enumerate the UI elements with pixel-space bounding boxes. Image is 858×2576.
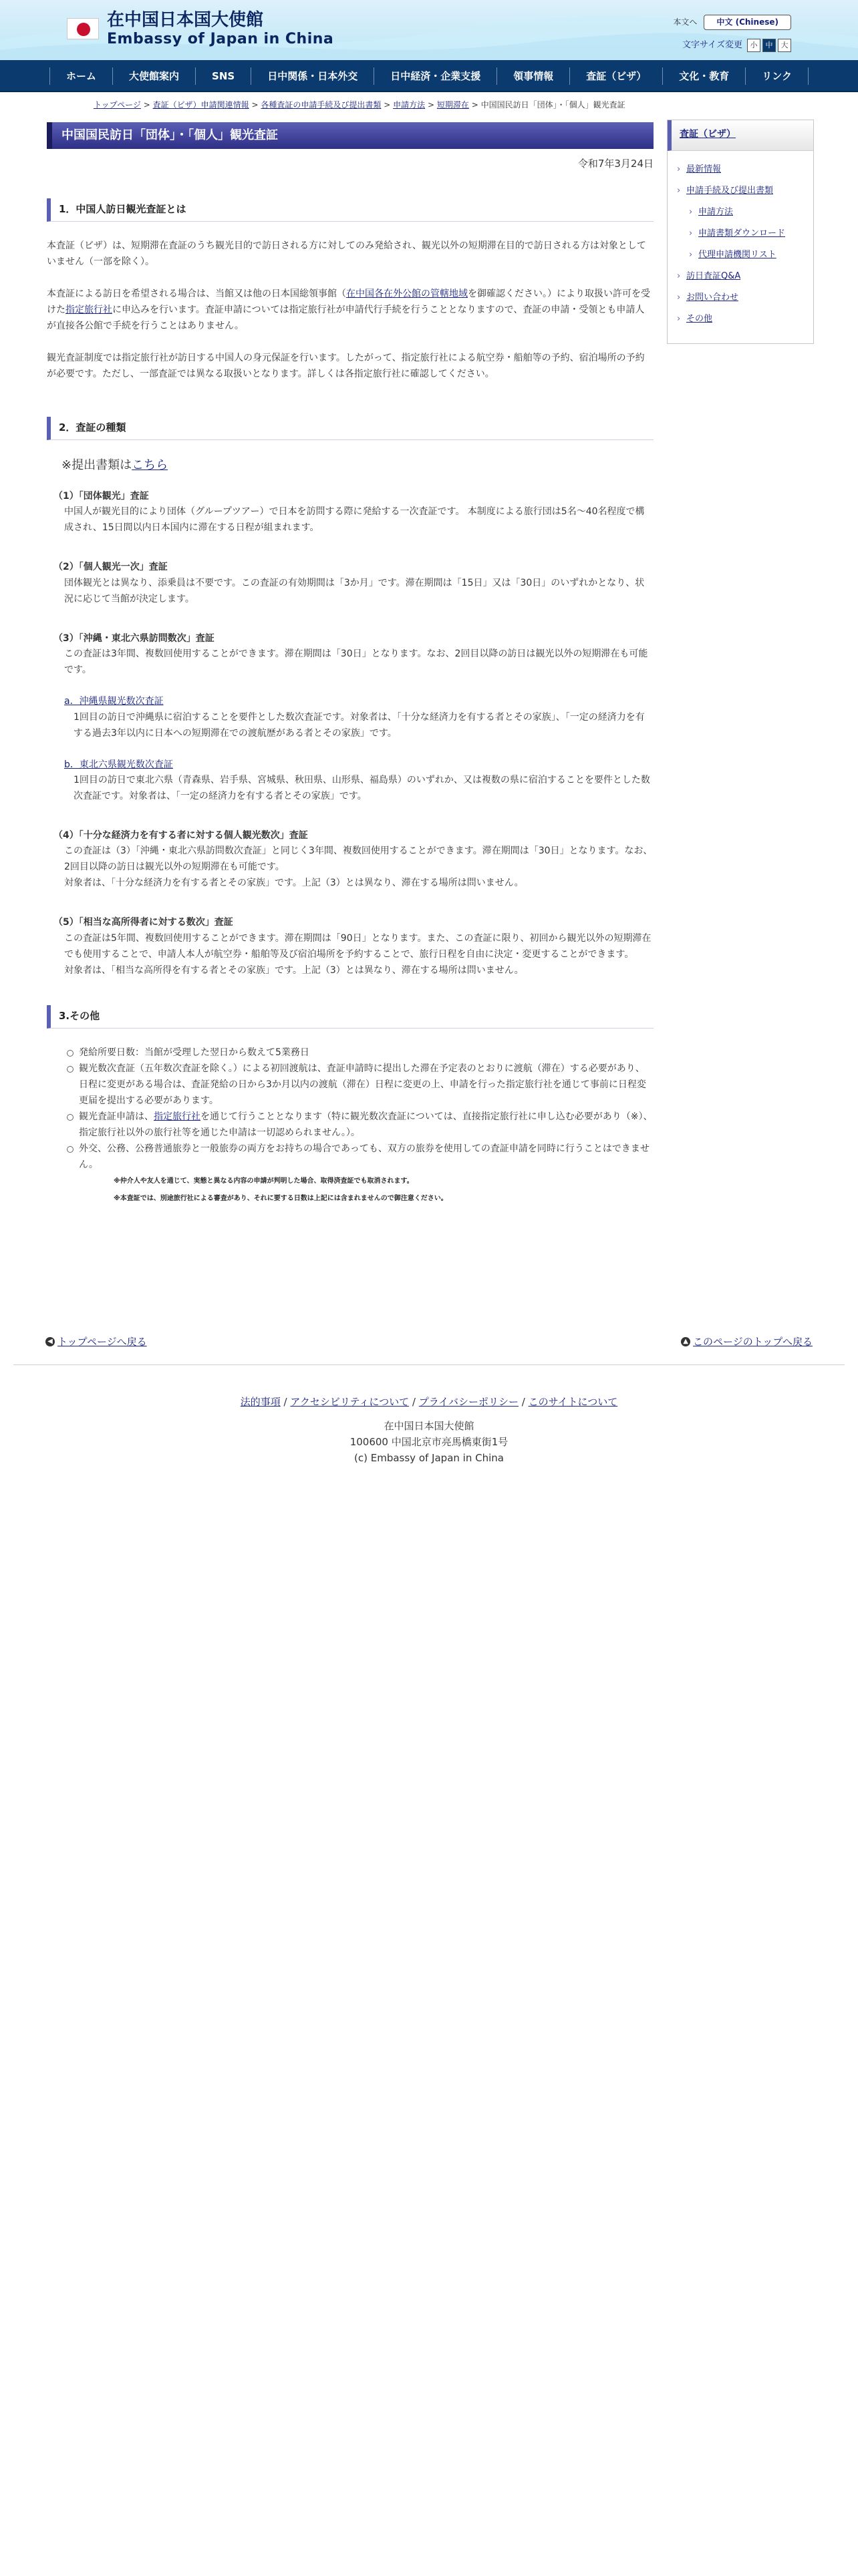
footer-address: 100600 中国北京市亮馬橋東街1号 xyxy=(349,1436,509,1449)
sidebar xyxy=(667,112,814,344)
footnote: ※仲介人や友人を通じて、実態と異なる内容の申請が判明した場合、取得済査証でも取消されます。 xyxy=(114,1177,414,1185)
visa-type-title: （3）「沖縄・東北六県訪問数次」査証 xyxy=(53,632,214,644)
nav-item xyxy=(251,67,374,85)
section-heading: 2．査証の種類 xyxy=(47,417,654,440)
footnote: ※本査証では、別途旅行社による審査があり、それに要する日数は上記には含まれませんので御注意ください。 xyxy=(114,1194,448,1202)
breadcrumb-separator: > xyxy=(143,100,150,110)
site-title-jp: 在中国日本国大使館 xyxy=(107,10,264,30)
sidebar-box xyxy=(667,120,814,344)
documents-note: ※提出書類はこちら xyxy=(61,458,168,473)
other-info-list xyxy=(65,1045,654,1173)
nav-sns[interactable]: SNS xyxy=(212,70,235,82)
paragraph: 観光査証制度では指定旅行社が訪日する中国人の身元保証を行います。したがって、指定旅行社による航空券・船舶等の予約、宿泊場所の予約が必要です。ただし、一部査証では異なる取扱いとなります。詳しくは各指定旅行社に確認してください。 xyxy=(47,353,645,380)
visa-type-title: （1）「団体観光」査証 xyxy=(53,490,149,502)
documents-link[interactable]: こちら xyxy=(132,458,168,473)
global-navigation xyxy=(0,60,858,92)
nav-home[interactable]: ホーム xyxy=(66,70,97,82)
font-size-label: 文字サイズ変更 xyxy=(682,40,742,50)
tohoku-visa-label: b．東北六県観光数次査証 xyxy=(64,759,173,770)
breadcrumb xyxy=(0,92,858,112)
designated-agency-link[interactable]: 指定旅行社 xyxy=(154,1111,200,1122)
site-footer xyxy=(0,1394,858,1466)
main-content xyxy=(47,112,654,1208)
nav-item xyxy=(662,67,745,85)
sidebar-item-agency-list[interactable]: › 代理申請機関リスト xyxy=(674,244,807,266)
breadcrumb-link[interactable]: トップページ xyxy=(94,100,141,110)
sidebar-item-contact[interactable]: › お問い合わせ xyxy=(674,287,807,309)
nav-visa[interactable]: 査証（ビザ） xyxy=(586,70,647,82)
visa-type-title: （5）「相当な高所得者に対する数次」査証 xyxy=(53,917,233,928)
nav-item xyxy=(112,67,195,85)
site-logo[interactable] xyxy=(67,9,333,48)
site-title-en: Embassy of Japan in China xyxy=(107,31,334,47)
footer-copyright: (c) Embassy of Japan in China xyxy=(354,1452,504,1465)
okinawa-visa-label: a．沖縄県観光数次査証 xyxy=(64,696,164,707)
sidebar-heading: 査証（ビザ） xyxy=(668,120,813,151)
nav-consular[interactable]: 領事情報 xyxy=(513,70,554,82)
visa-type-text: 団体観光とは異なり、添乗員は不要です。この査証の有効期間は「3か月」です。滞在期間は「15日」又は「30日」のいずれかとなり、状況に応じて当館が決定します。 xyxy=(64,577,645,604)
sidebar-list xyxy=(668,151,813,343)
list-item: 観光査証申請は、指定旅行社を通じて行うこととなります（特に観光数次査証については、直接指定旅行社に申し込む必要があり（※）、指定旅行社以外の旅行社等を通じた申請は一切認められません。）。 xyxy=(65,1109,654,1141)
jurisdiction-link[interactable]: 在中国各在外公館の管轄地域 xyxy=(346,289,468,300)
tohoku-visa-text: 1回目の訪日で東北六県（青森県、岩手県、宮城県、秋田県、山形県、福島県）のいずれか、又は複数の県に宿泊することを要件とした数次査証です。対象者は、「一定の経済力を有する者とその家族」です。 xyxy=(74,774,650,801)
japan-flag-icon xyxy=(67,18,99,39)
breadcrumb-separator: > xyxy=(471,100,478,110)
visa-type-text: 対象者は、「十分な経済力を有する者とその家族」です。上記（3）とは異なり、滞在する場所は問いません。 xyxy=(64,878,524,889)
footer-name: 在中国日本国大使館 xyxy=(384,1420,474,1433)
nav-item xyxy=(496,67,569,85)
nav-links[interactable]: リンク xyxy=(762,70,792,82)
section-heading: 3.その他 xyxy=(47,1005,654,1029)
list-item: 観光数次査証（五年数次査証を除く。）による初回渡航は、査証申請時に提出した滞在予定表のとおりに渡航（滞在）する必要があり、日程に変更がある場合は、査証発給の日から3か月以内の渡航（滞在）日程に変更の上、申請を行った指定旅行社を通じて事前に日程変更届を提出する必要があります。 xyxy=(65,1061,654,1109)
nav-culture[interactable]: 文化・教育 xyxy=(679,70,730,82)
section-heading: 1．中国人訪日観光査証とは xyxy=(47,198,654,222)
font-size-medium-button[interactable]: 中 xyxy=(762,39,776,52)
visa-type-text: この査証は3年間、複数回使用することができます。滞在期間は「30日」となります。なお、2回目以降の訪日は観光以外の短期滞在も可能です。 xyxy=(64,649,648,676)
site-header xyxy=(0,0,858,60)
designated-agency-link[interactable]: 指定旅行社 xyxy=(65,305,112,316)
visa-type-text: この査証は（3）「沖縄・東北六県訪問数次査証」と同じく3年間、複数回使用することができます。滞在期間は「30日」となります。なお、2回目以降の訪日は観光以外の短期滞在も可能です。 xyxy=(64,846,653,873)
sidebar-item-procedures[interactable]: › 申請手続及び提出書類 xyxy=(674,180,807,202)
visa-type-text: 対象者は、「相当な高所得を有する者とその家族」です。上記（3）とは異なり、滞在する場所は問いません。 xyxy=(64,964,524,976)
arrow-up-icon: ▲ xyxy=(681,1337,690,1346)
divider xyxy=(13,1364,845,1365)
visa-type-text: この査証は5年間、複数回使用することができます。滞在期間は「90日」となります。また、この査証に限り、初回から観光以外の短期滞在でも使用することで、申請人本人が航空券・船舶等及び宿泊場所を予約することで、旅行日程を自由に決定・変更することができます。 xyxy=(64,932,652,960)
nav-relations[interactable]: 日中関係・日本外交 xyxy=(267,70,358,82)
footer-links: 法的事項 / アクセシビリティについて / プライバシーポリシー / このサイトについて xyxy=(240,1396,618,1409)
font-size-switcher xyxy=(682,39,791,53)
breadcrumb-separator: > xyxy=(427,100,435,110)
back-to-top-link[interactable]: ▲ このページのトップへ戻る xyxy=(681,1334,813,1350)
skip-to-content-link[interactable]: 本文へ xyxy=(673,17,698,27)
footer-link-about[interactable]: このサイトについて xyxy=(528,1396,618,1409)
back-to-home-link[interactable]: ◀ トップページへ戻る xyxy=(45,1334,147,1350)
sidebar-item-qa[interactable]: › 訪日査証Q&A xyxy=(674,266,807,287)
nav-embassy-info[interactable]: 大使館案内 xyxy=(129,70,180,82)
arrow-left-icon: ◀ xyxy=(45,1337,55,1346)
visa-type-text: 中国人が観光目的により団体（グループツアー）で日本を訪問する際に発給する一次査証です。 本制度による旅行団は5名～40名程度で構成され、15日間以内日本国内に滞在する日程が組まれます。 xyxy=(64,506,645,534)
paragraph: 本査証（ビザ）は、短期滞在査証のうち観光目的で訪日される方に対してのみ発給され、観光以外の短期滞在目的で訪日される方は対象としていません（一部を除く）。 xyxy=(47,240,646,268)
chinese-language-button[interactable]: 中文 (Chinese) xyxy=(704,15,791,30)
paragraph: 本査証による訪日を希望される場合は、当館又は他の日本国総領事館（在中国各在外公館の管轄地域を御確認ください。）により取扱い許可を受けた指定旅行社に申込みを行います。査証申請については指定旅行社が申請代行手続を行うこととなりますので、査証の申請・受領とも申請人が直接各公館で手続を行うことはありません。 xyxy=(47,289,650,332)
list-item: 発給所要日数：当館が受理した翌日から数えて5業務日 xyxy=(65,1045,654,1061)
sidebar-item-other[interactable]: › その他 xyxy=(674,309,807,330)
sidebar-item-download[interactable]: › 申請書類ダウンロード xyxy=(674,223,807,244)
breadcrumb-current: 中国国民訪日「団体」・「個人」観光査証 xyxy=(480,100,625,110)
nav-economy[interactable]: 日中経済・企業支援 xyxy=(390,70,481,82)
breadcrumb-link[interactable]: 短期滞在 xyxy=(436,100,469,110)
nav-item xyxy=(195,67,251,85)
page-bottom-links xyxy=(0,1334,858,1360)
breadcrumb-link[interactable]: 申請方法 xyxy=(393,100,426,110)
list-item: 外交、公務、公務普通旅券と一般旅券の両方をお持ちの場合であっても、双方の旅券を使用しての査証申請を同時に行うことはできません。 xyxy=(65,1141,654,1173)
visa-type-title: （4）「十分な経済力を有する者に対する個人観光数次」査証 xyxy=(53,830,308,841)
footer-link-accessibility[interactable]: アクセシビリティについて xyxy=(290,1396,410,1409)
breadcrumb-separator: > xyxy=(251,100,259,110)
visa-type-title: （2）「個人観光一次」査証 xyxy=(53,562,168,573)
font-size-large-button[interactable]: 大 xyxy=(778,39,791,52)
nav-item xyxy=(374,67,496,85)
footer-link-privacy[interactable]: プライバシーポリシー xyxy=(418,1396,519,1409)
sidebar-item-method[interactable]: › 申請方法 xyxy=(674,202,807,223)
nav-item xyxy=(49,67,112,85)
footer-link-legal[interactable]: 法的事項 xyxy=(240,1396,281,1409)
okinawa-visa-text: 1回目の訪日で沖縄県に宿泊することを要件とした数次査証です。対象者は、「十分な経済力を有する者とその家族」、「一定の経済力を有する過去3年以内に日本への短期滞在での渡航歴がある者とその家族」です。 xyxy=(74,711,645,739)
nav-item xyxy=(745,67,809,85)
language-switcher xyxy=(673,15,791,30)
nav-item xyxy=(569,67,662,85)
publish-date: 令和7年3月24日 xyxy=(577,158,654,170)
page-title: 中国国民訪日「団体」・「個人」観光査証 xyxy=(47,122,654,149)
breadcrumb-link[interactable]: 査証（ビザ）申請関連情報 xyxy=(152,100,249,110)
sidebar-item-news[interactable]: › 最新情報 xyxy=(674,159,807,180)
font-size-small-button[interactable]: 小 xyxy=(747,39,760,52)
breadcrumb-separator: > xyxy=(384,100,391,110)
breadcrumb-link[interactable]: 各種査証の申請手続及び提出書類 xyxy=(261,100,382,110)
